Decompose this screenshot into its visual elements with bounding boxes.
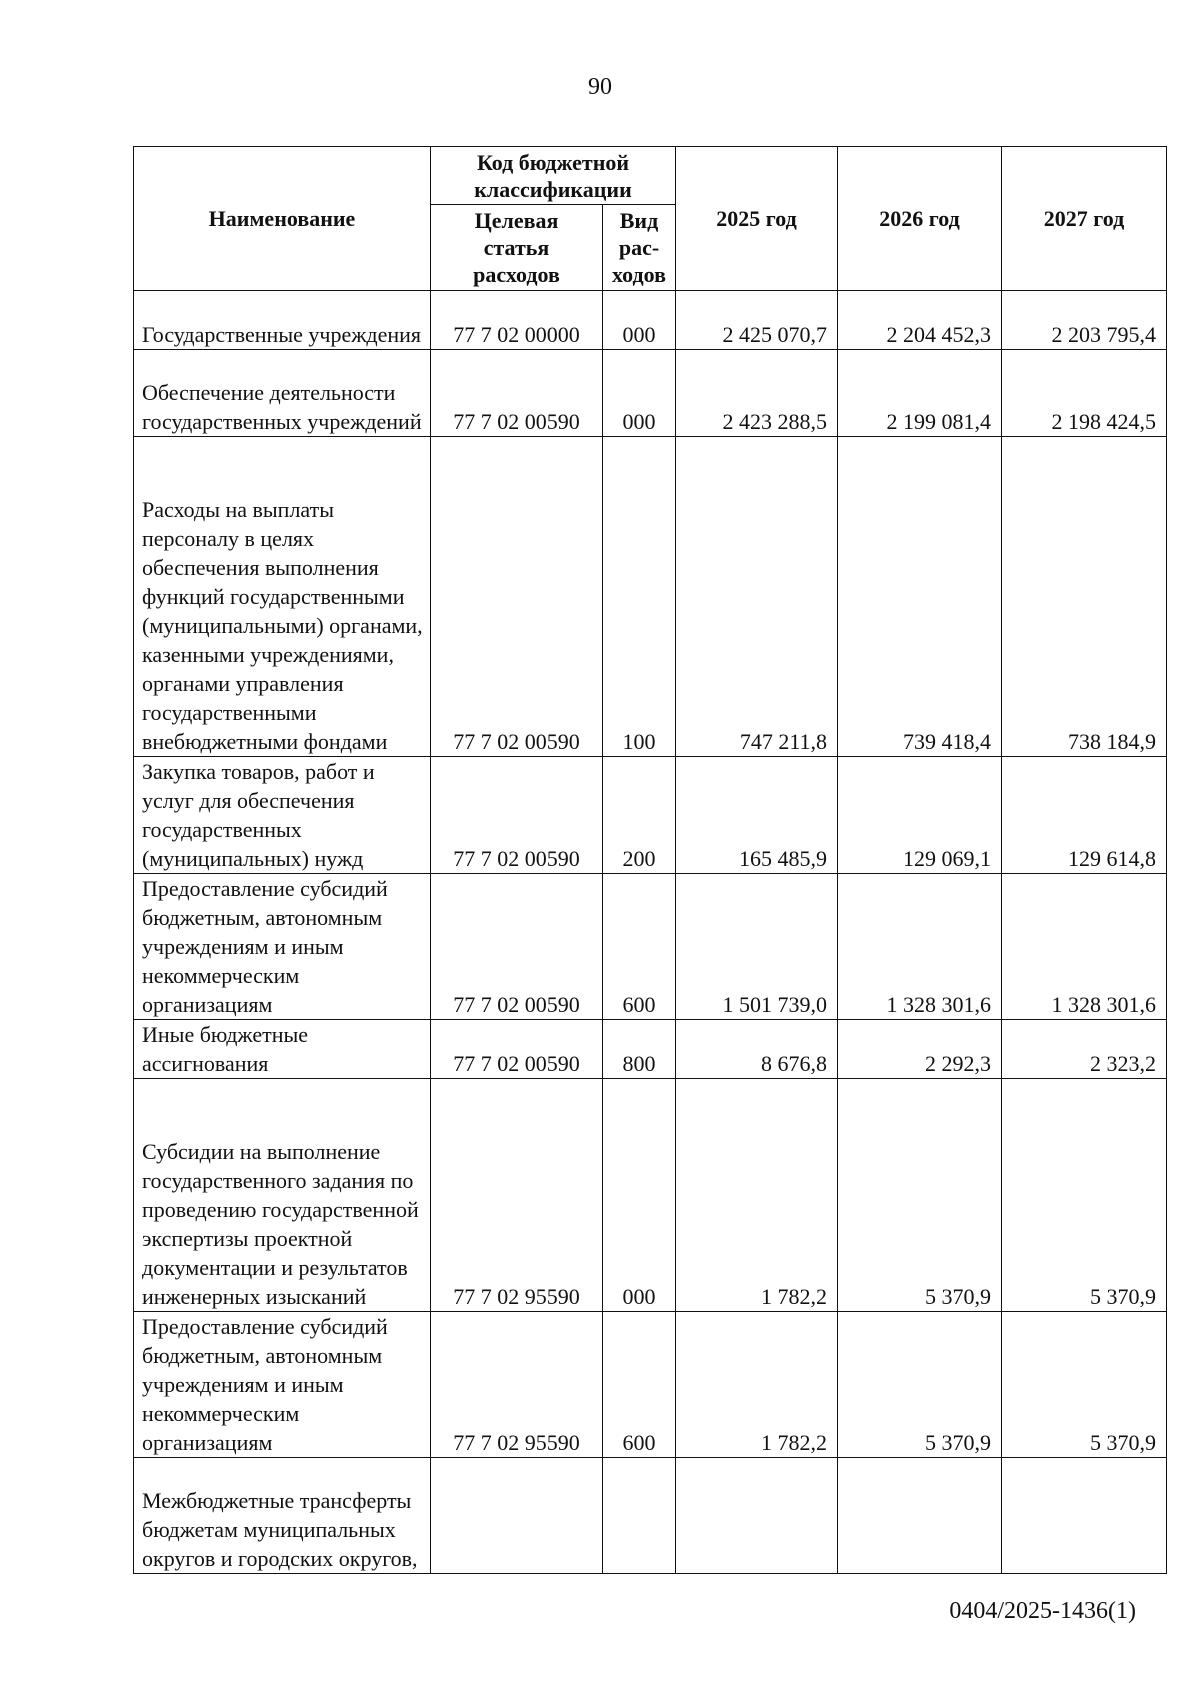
row-2027: 738 184,9	[1002, 437, 1167, 757]
table-row	[134, 1312, 1167, 1458]
header-target-article: Целевая статья расходов	[431, 205, 603, 291]
row-name: Межбюджетные трансферты бюджетам муниципальных округов и городских округов,	[134, 1458, 431, 1574]
document-number: 0404/2025-1436(1)	[949, 1598, 1136, 1624]
row-name: Предоставление субсидий бюджетным, автономным учреждениям и иным некоммерческим организациям	[134, 1312, 431, 1458]
row-2027: 5 370,9	[1002, 1079, 1167, 1312]
row-name: Субсидии на выполнение государственного задания по проведению государственной экспертизы проектной документации и результатов инженерных изысканий	[134, 1079, 431, 1312]
row-2027: 5 370,9	[1002, 1312, 1167, 1458]
row-2025: 1 782,2	[676, 1079, 838, 1312]
row-code: 77 7 02 00590	[431, 874, 603, 1020]
row-2026: 2 199 081,4	[838, 350, 1002, 437]
row-code: 77 7 02 95590	[431, 1079, 603, 1312]
row-vid: 800	[603, 1020, 676, 1079]
row-2027: 1 328 301,6	[1002, 874, 1167, 1020]
table-row	[134, 291, 1167, 350]
row-2027: 2 203 795,4	[1002, 291, 1167, 350]
table-row	[134, 1079, 1167, 1312]
row-2025: 747 211,8	[676, 437, 838, 757]
row-code: 77 7 02 00000	[431, 291, 603, 350]
row-code: 77 7 02 00590	[431, 437, 603, 757]
row-code: 77 7 02 00590	[431, 1020, 603, 1079]
row-name: Обеспечение деятельности государственных учреждений	[134, 350, 431, 437]
header-expense-kind: Вид рас-ходов	[603, 205, 676, 291]
table-row	[134, 874, 1167, 1020]
row-vid: 600	[603, 1312, 676, 1458]
row-name: Государственные учреждения	[134, 291, 431, 350]
row-vid: 200	[603, 757, 676, 874]
row-2025: 1 501 739,0	[676, 874, 838, 1020]
row-2026: 5 370,9	[838, 1079, 1002, 1312]
row-2025: 2 423 288,5	[676, 350, 838, 437]
row-vid: 000	[603, 350, 676, 437]
table-row	[134, 1020, 1167, 1079]
row-vid: 000	[603, 291, 676, 350]
row-vid	[603, 1458, 676, 1574]
row-name: Закупка товаров, работ и услуг для обеспечения государственных (муниципальных) нужд	[134, 757, 431, 874]
row-2025: 165 485,9	[676, 757, 838, 874]
header-name: Наименование	[134, 147, 431, 291]
table-row	[134, 1458, 1167, 1574]
row-2026: 1 328 301,6	[838, 874, 1002, 1020]
page-number: 90	[588, 74, 612, 100]
row-2026: 5 370,9	[838, 1312, 1002, 1458]
row-vid: 000	[603, 1079, 676, 1312]
row-name: Предоставление субсидий бюджетным, автономным учреждениям и иным некоммерческим организациям	[134, 874, 431, 1020]
row-2027	[1002, 1458, 1167, 1574]
table-row	[134, 437, 1167, 757]
row-name: Иные бюджетные ассигнования	[134, 1020, 431, 1079]
table-row	[134, 350, 1167, 437]
header-code-group: Код бюджетной классификации	[431, 147, 676, 205]
row-vid: 600	[603, 874, 676, 1020]
row-2027: 129 614,8	[1002, 757, 1167, 874]
row-2025	[676, 1458, 838, 1574]
row-2026: 2 204 452,3	[838, 291, 1002, 350]
table-row	[134, 757, 1167, 874]
row-code	[431, 1458, 603, 1574]
header-2026: 2026 год	[838, 147, 1002, 291]
row-2026: 2 292,3	[838, 1020, 1002, 1079]
header-2027: 2027 год	[1002, 147, 1167, 291]
row-code: 77 7 02 00590	[431, 757, 603, 874]
row-2025: 2 425 070,7	[676, 291, 838, 350]
budget-table	[133, 146, 1167, 1574]
row-2025: 1 782,2	[676, 1312, 838, 1458]
row-2026	[838, 1458, 1002, 1574]
row-2026: 129 069,1	[838, 757, 1002, 874]
row-vid: 100	[603, 437, 676, 757]
header-2025: 2025 год	[676, 147, 838, 291]
row-2027: 2 323,2	[1002, 1020, 1167, 1079]
row-code: 77 7 02 95590	[431, 1312, 603, 1458]
row-2026: 739 418,4	[838, 437, 1002, 757]
row-code: 77 7 02 00590	[431, 350, 603, 437]
row-2025: 8 676,8	[676, 1020, 838, 1079]
row-name: Расходы на выплаты персоналу в целях обеспечения выполнения функций государственными (муниципальными) органами, казенными учреждениями, органами управления государственными внебюджетными фондами	[134, 437, 431, 757]
table-body	[134, 291, 1167, 1574]
table-header	[134, 147, 1167, 291]
row-2027: 2 198 424,5	[1002, 350, 1167, 437]
